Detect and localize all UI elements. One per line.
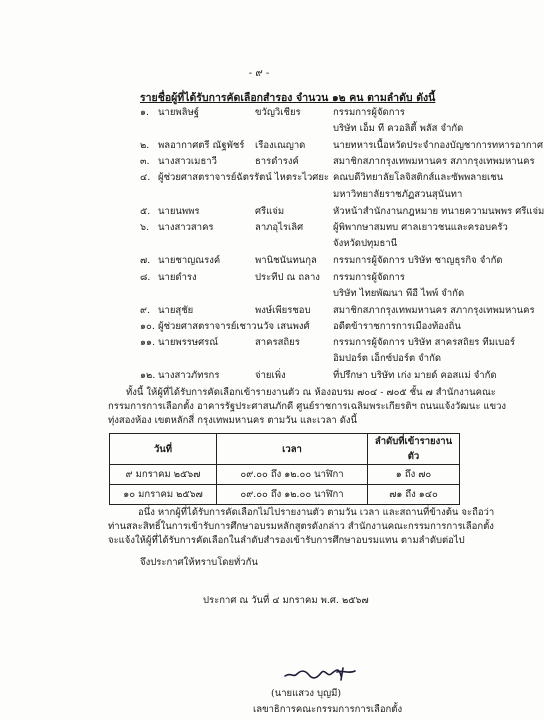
item-surname: ประทีป ณ ถลาง [255,272,320,283]
item-name: นางสาวเมธาวี [158,156,217,167]
cell-time: ๐๙.๐๐ ถึง ๑๒.๐๐ นาฬิกา [217,465,368,485]
item-surname: ธารดำรงค์ [255,156,299,167]
table-header-row [110,434,460,465]
col-header-order: ลำดับที่เข้ารายงานตัว [368,434,460,465]
item-name: ผู้ช่วยศาสตราจารย์ฉัตรรัตน์ ไหตระไวศยะ [158,172,330,183]
col-header-time: เวลา [217,434,368,465]
item-number: ๑๒. [140,370,156,381]
table-row [110,485,460,505]
date-line: ประกาศ ณ วันที่ ๔ มกราคม พ.ศ. ๒๕๖๗ [203,595,369,606]
item-position: นายทหารเนื้อหวัดประจำกองบัญชาการทหารอากาศ [333,140,544,151]
item-position: กรรมการผู้จัดการ [333,272,405,283]
item-position: มหาวิทยาลัยราชภัฏสวนสุนันทา [333,189,463,200]
item-name: นางสาวภัทรกร [158,370,220,381]
item-number: ๑๐. [140,321,155,332]
item-number: ๔. [140,172,151,183]
item-name: ผู้ช่วยศาสตราจารย์เชาวนวัจ เสนพงศ์ [158,321,310,332]
item-name: นายชาญณรงค์ [158,255,221,266]
item-position: กรรมการผู้จัดการ บริษัท สาครสถิยร ทีมเบอร์ [333,337,516,348]
item-number: ๘. [140,272,151,283]
item-position: สมาชิกสภากรุงเทพมหานคร สภากรุงเทพมหานคร [333,305,535,316]
item-number: ๗. [140,255,151,266]
page-number: - ๙ - [248,68,270,79]
item-surname: ลาภอุไรเลิศ [255,222,304,233]
item-name: พลอากาศตรี ณัฐพัชร์ [158,140,245,151]
item-number: ๖. [140,222,150,233]
signer-name: (นายแสวง บุญมี) [271,688,342,699]
item-name: นายพรรษศรณ์ [158,337,219,348]
item-position: ผู้พิพากษาสมทบ ศาลเยาวชนและครอบครัว [333,222,508,233]
item-position: บริษัท เอ็ม ที ควอลิตี้ พลัส จำกัด [333,123,464,134]
item-position: จังหวัดปทุมธานี [333,238,398,249]
item-name: นายดำรง [158,272,197,283]
cell-date: ๑๐ มกราคม ๒๕๖๗ [110,485,217,505]
item-position: กรรมการผู้จัดการ [333,107,405,118]
item-surname: จ่ายเพิ่ง [255,370,286,381]
item-position: คณบดีวิทยาลัยโลจิสติกส์และซัพพลายเชน [333,172,504,183]
item-name: นายพลิษฐ์ [158,107,199,118]
list-heading: รายชื่อผู้ที่ได้รับการคัดเลือกสำรอง จำนวน ๑๒ คน ตามลำดับ ดังนี้ [140,92,436,104]
forfeit-notice: อนึ่ง หากผู้ที่ได้รับการคัดเลือกไม่ไปรายงานตัว ตามวัน เวลา และสถานที่ข้างต้น จะถือว่าท่านสละสิทธิ์ในการเข้ารับการศึกษาอบรมหลักสูตรดังกล่าว สำนักงานคณะกรรมการการเลือกตั้งจะแจ้งให้ผู้ที่ได้รับการคัดเลือกในลำดับสำรองเข้ารับการศึกษาอบรมแทน ตามลำดับต่อไป [108,507,495,546]
item-position: กรรมการผู้จัดการ บริษัท ชาญธุรกิจ จำกัด [333,255,503,266]
item-position: อิมปอร์ต เอ็กซ์ปอร์ต จำกัด [333,353,441,364]
item-number: ๙. [140,305,150,316]
item-number: ๒. [140,140,150,151]
cell-time: ๐๙.๐๐ ถึง ๑๒.๐๐ นาฬิกา [217,485,368,505]
signer-title: เลขาธิการคณะกรรมการการเลือกตั้ง [253,704,403,715]
item-number: ๓. [140,156,150,167]
item-surname: พานิชนันทนกุล [255,255,317,266]
item-position: บริษัท ไทยพัฒนา พีอี ไพพ์ จำกัด [333,288,465,299]
schedule-table [109,433,460,505]
item-position: สมาชิกสภากรุงเทพมหานคร สภากรุงเทพมหานคร [333,156,535,167]
item-name: นายนพพร [158,206,200,217]
col-header-date: วันที่ [110,434,217,465]
cell-order: ๑ ถึง ๗๐ [368,465,460,485]
report-instructions: ทั้งนี้ ให้ผู้ที่ได้รับการคัดเลือกเข้ารายงานตัว ณ ห้องอบรม ๗๐๔ - ๗๐๕ ชั้น ๗ สำนักงานคณะกรรมการการเลือกตั้ง อาคารรัฐประศาสนภักดี ศูนย์ราชการเฉลิมพระเกียรติฯ ถนนแจ้งวัฒนะ แขวงทุ่งสองห้อง เขตหลักสี่ กรุงเทพมหานคร ตามวัน และเวลา ดังนี้ [108,387,507,426]
cell-order: ๗๑ ถึง ๑๔๐ [368,485,460,505]
item-surname: ขวัญวิเชียร [255,107,301,118]
announcement-line: จึงประกาศให้ทราบโดยทั่วกัน [140,557,258,568]
item-surname: เรืองเณญาด [255,140,306,151]
item-position: หัวหน้าสำนักงานกฎหมาย ทนายความนพพร ศรีแจ่ม [333,206,544,217]
item-surname: สาครสถิยร [255,337,300,348]
item-position: ที่ปรึกษา บริษัท เก่ง มายด์ คอสแม่ จำกัด [333,370,497,381]
cell-date: ๙ มกราคม ๒๕๖๗ [110,465,217,485]
table-row [110,465,460,485]
item-name: นายสุชัย [158,305,194,316]
item-number: ๑๑. [140,337,156,348]
item-position: อดีตข้าราชการการเมืองท้องถิ่น [333,321,461,332]
item-surname: พงษ์เพียรชอบ [255,305,311,316]
item-number: ๕. [140,206,151,217]
signature-image [283,662,363,684]
item-surname: ศรีแจ่ม [255,206,285,217]
item-number: ๑. [140,107,150,118]
item-name: นางสาวสาคร [158,222,214,233]
